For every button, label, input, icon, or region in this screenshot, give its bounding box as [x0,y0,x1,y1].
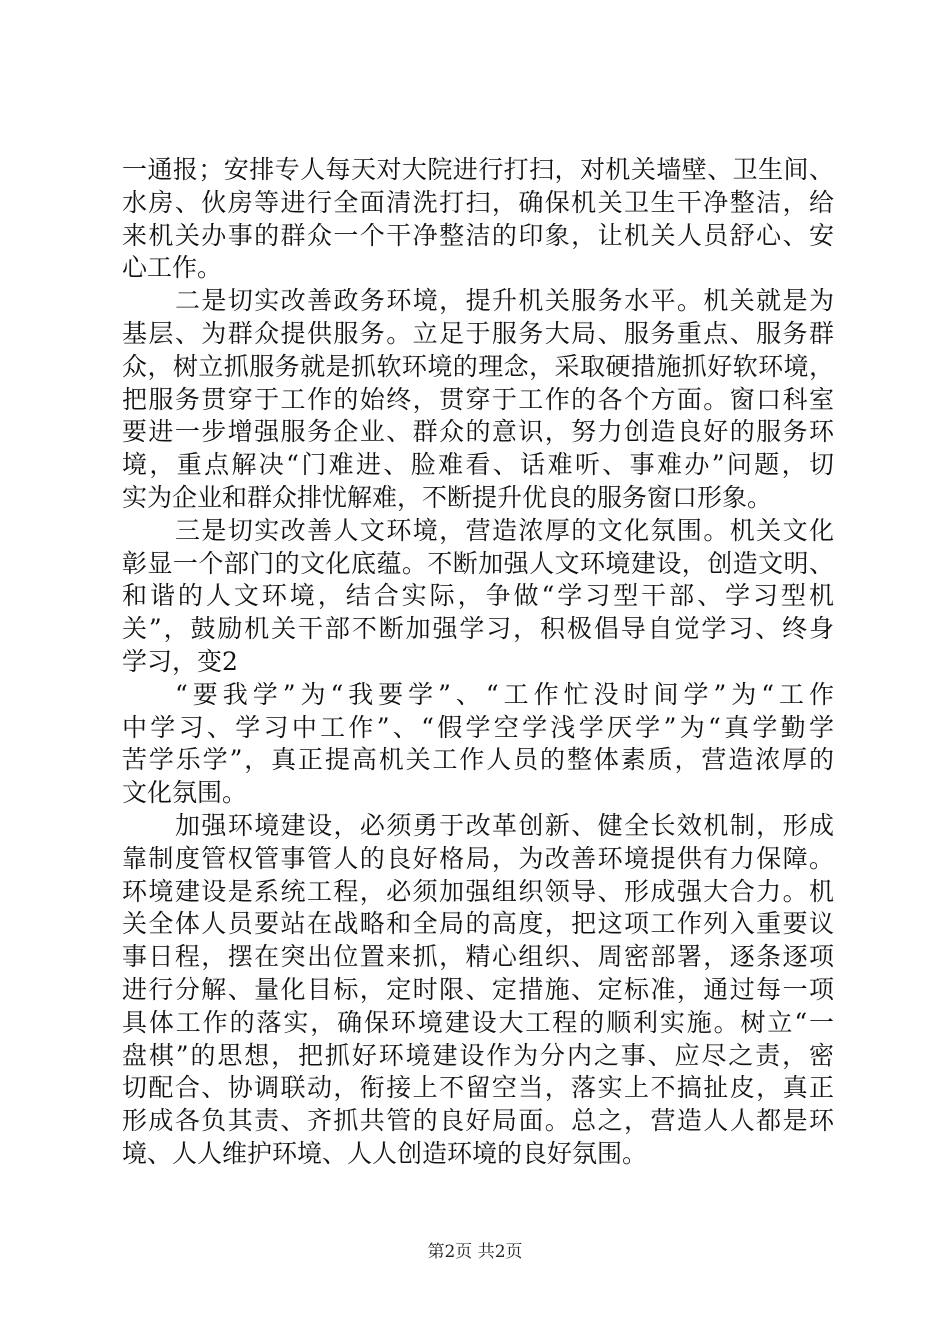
text-line: 事日程，摆在突出位置来抓，精心组织、周密部署，逐条逐项 [122,942,834,972]
text-line: 具体工作的落实，确保环境建设大工程的顺利实施。树立“一 [122,1007,834,1037]
text-line: 二是切实改善政务环境，提升机关服务水平。机关就是为 [175,286,834,316]
text-line: 关全体人员要站在战略和全局的高度，把这项工作列入重要议 [122,909,834,939]
text-line: 心工作。 [122,253,223,283]
text-line: 实为企业和群众排忧解难，不断提升优良的服务窗口形象。 [122,482,773,512]
text-line: 切配合、协调联动，衔接上不留空当，落实上不搞扯皮，真正 [122,1073,834,1103]
text-line: 要进一步增强服务企业、群众的意识，努力创造良好的服务环 [122,417,834,447]
text-line: 彰显一个部门的文化底蕴。不断加强人文环境建设，创造文明、 [122,548,834,578]
text-line: 三是切实改善人文环境，营造浓厚的文化氛围。机关文化 [175,515,834,545]
text-line: 环境建设是系统工程，必须加强组织领导、形成强大合力。机 [122,876,834,906]
text-line: 和谐的人文环境，结合实际，争做“学习型干部、学习型机 [122,581,834,611]
text-line: 文化氛围。 [122,778,248,808]
text-line: 众，树立抓服务就是抓软环境的理念，采取硬措施抓好软环境， [122,351,834,381]
text-line: 境，重点解决“门难进、脸难看、话难听、事难办”问题，切 [122,450,834,480]
document-body [122,154,834,1171]
text-line: 境、人人维护环境、人人创造环境的良好氛围。 [122,1138,648,1168]
text-line: 加强环境建设，必须勇于改革创新、健全长效机制，形成 [175,810,834,840]
text-line: 关”，鼓励机关干部不断加强学习，积极倡导自觉学习、终身 [122,614,834,644]
text-line: 进行分解、量化目标，定时限、定措施、定标准，通过每一项 [122,974,834,1004]
text-line: 盘棋”的思想，把抓好环境建设作为分内之事、应尽之责，密 [122,1040,834,1070]
text-line: “要我学”为“我要学”、“工作忙没时间学”为“工作 [175,679,834,709]
text-line: 靠制度管权管事管人的良好格局，为改善环境提供有力保障。 [122,843,834,873]
text-line: 把服务贯穿于工作的始终，贯穿于工作的各个方面。窗口科室 [122,384,834,414]
text-line: 学习，变2 [122,646,238,676]
text-line: 水房、伙房等进行全面清洗打扫，确保机关卫生干净整洁，给 [122,187,834,217]
text-line: 基层、为群众提供服务。立足于服务大局、服务重点、服务群 [122,318,834,348]
text-line: 一通报；安排专人每天对大院进行打扫，对机关墙壁、卫生间、 [122,155,834,184]
text-line: 苦学乐学”，真正提高机关工作人员的整体素质，营造浓厚的 [122,745,834,775]
text-line: 中学习、学习中工作”、“假学空学浅学厌学”为“真学勤学 [122,712,834,742]
text-line: 来机关办事的群众一个干净整洁的印象，让机关人员舒心、安 [122,220,834,250]
text-line: 形成各负其责、齐抓共管的良好局面。总之，营造人人都是环 [122,1106,834,1136]
page-footer: 第2页 共2页 [427,1242,523,1262]
